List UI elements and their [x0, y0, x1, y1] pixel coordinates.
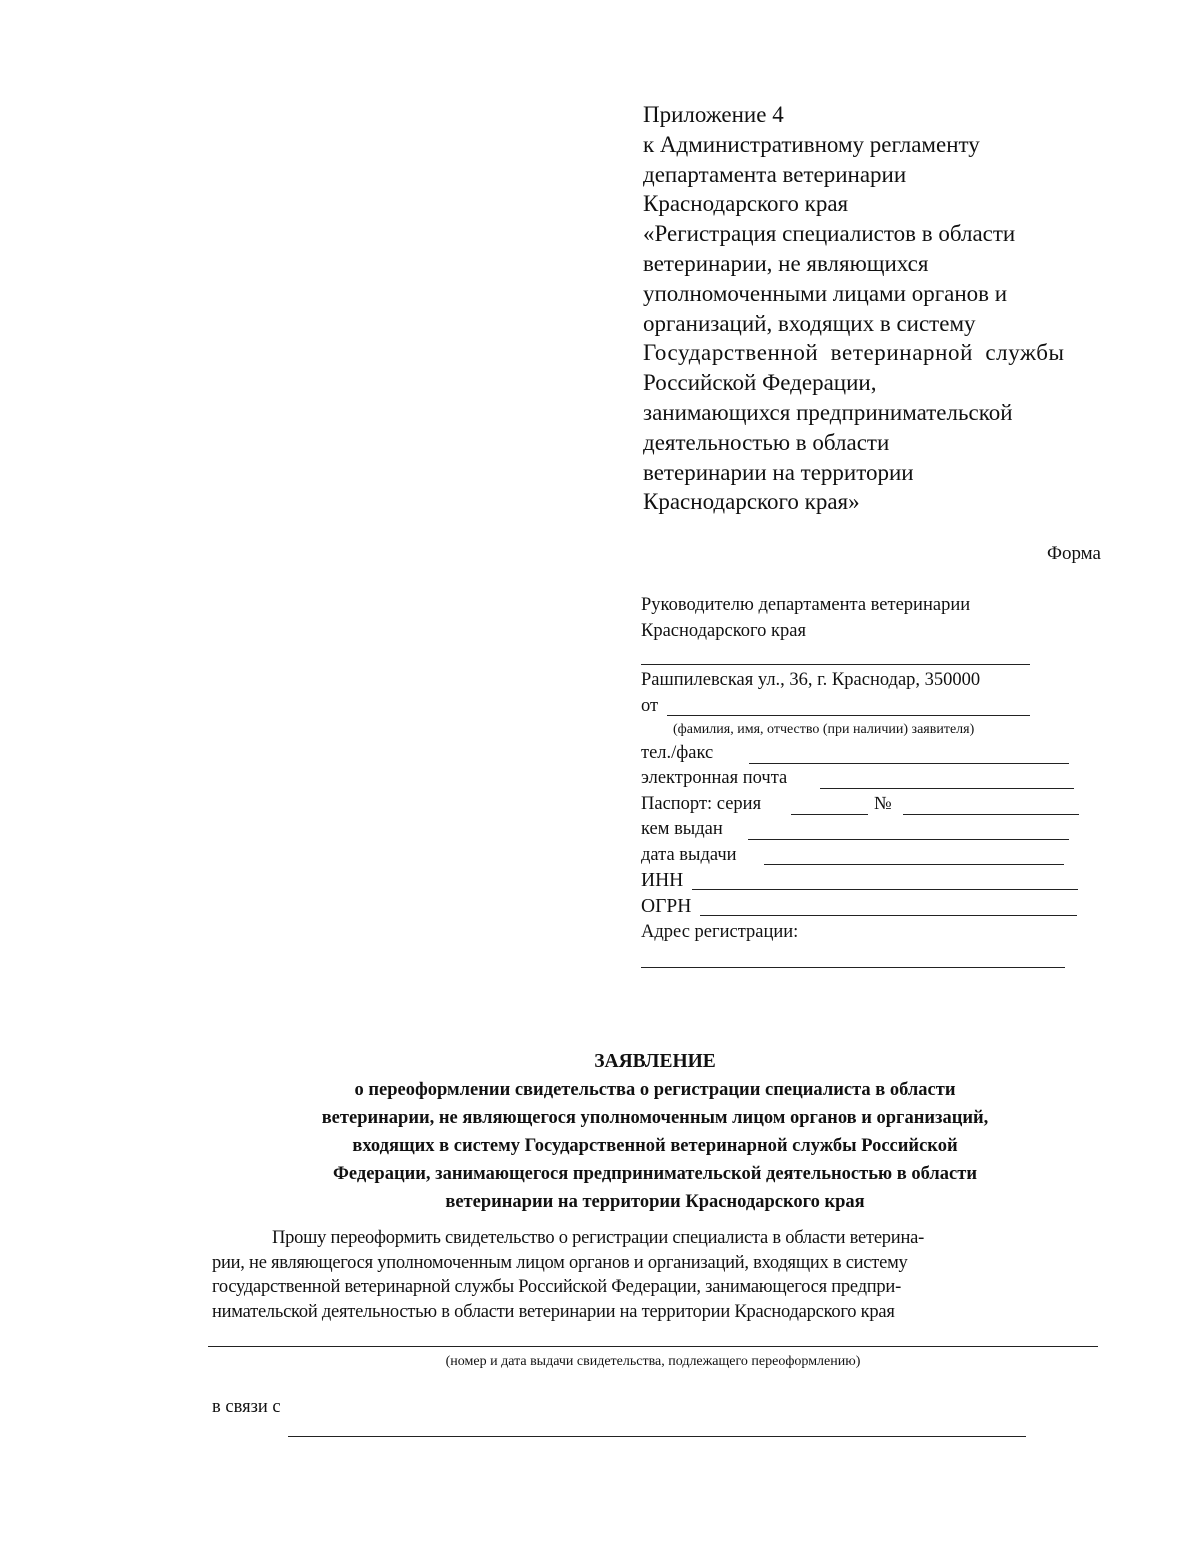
reg-address-label: Адрес регистрации:	[641, 922, 799, 942]
email-field[interactable]	[820, 788, 1074, 789]
appendix-line: занимающихся предпринимательской	[643, 399, 1013, 425]
reg-address-row	[641, 922, 798, 946]
issue-date-label: дата выдачи	[641, 845, 737, 865]
addressee-name-line[interactable]	[641, 664, 1030, 665]
body-line: рии, не являющегося уполномоченным лицом органов и организаций, входящих в систему	[212, 1252, 908, 1273]
phone-row	[641, 743, 713, 767]
inn-label: ИНН	[641, 870, 684, 891]
issued-by-row	[641, 819, 723, 843]
appendix-line: деятельностью в области	[643, 429, 890, 455]
statement-title: ЗАЯВЛЕНИЕ	[594, 1051, 716, 1072]
issue-date-field[interactable]	[764, 864, 1064, 865]
certificate-field[interactable]	[208, 1346, 1098, 1347]
body-line: Прошу переоформить свидетельство о регистрации специалиста в области ветерина-	[272, 1228, 924, 1248]
appendix-line: «Регистрация специалистов в области	[643, 221, 1016, 247]
from-row	[641, 696, 658, 720]
statement-body	[212, 1226, 1100, 1324]
form-label: Форма	[1046, 543, 1101, 564]
appendix-block	[643, 100, 1065, 517]
passport-number-field[interactable]	[903, 814, 1079, 815]
appendix-line: уполномоченными лицами органов и	[643, 280, 1008, 306]
reg-address-field[interactable]	[641, 967, 1065, 968]
appendix-line: Краснодарского края»	[643, 489, 860, 515]
from-label: от	[641, 696, 659, 716]
appendix-line: Краснодарского края	[643, 191, 849, 217]
department-address: Рашпилевская ул., 36, г. Краснодар, 350000	[641, 670, 981, 690]
appendix-line: ветеринарии, не являющихся	[643, 250, 929, 276]
passport-number-label: №	[874, 794, 892, 814]
from-caption: (фамилия, имя, отчество (при наличии) заявителя)	[673, 722, 975, 737]
issue-date-row	[641, 845, 737, 869]
body-line: государственной ветеринарной службы Российской Федерации, занимающегося предпри-	[212, 1277, 901, 1298]
addressee-line: Руководителю департамента ветеринарии	[641, 595, 971, 615]
phone-label: тел./факс	[641, 743, 714, 763]
ogrn-field[interactable]	[700, 915, 1077, 916]
appendix-line: к Административному регламенту	[643, 131, 980, 157]
certificate-caption: (номер и дата выдачи свидетельства, подлежащего переоформлению)	[445, 1354, 861, 1369]
passport-row	[641, 794, 761, 818]
inn-row	[641, 870, 683, 894]
issued-by-field[interactable]	[748, 839, 1069, 840]
ogrn-row	[641, 896, 691, 920]
body-line: нимательской деятельностью в области ветеринарии на территории Краснодарского края	[212, 1301, 895, 1322]
phone-field[interactable]	[749, 763, 1069, 764]
statement-subtitle-line: ветеринарии на территории Краснодарского края	[445, 1192, 865, 1212]
appendix-line: департамента ветеринарии	[643, 161, 907, 187]
appendix-line: Приложение 4	[643, 102, 784, 127]
ogrn-label: ОГРН	[641, 896, 692, 917]
reason-field[interactable]	[288, 1436, 1026, 1437]
addressee-block	[641, 592, 1081, 644]
addressee-line: Краснодарского края	[641, 621, 806, 641]
appendix-line: организаций, входящих в систему	[643, 310, 976, 336]
appendix-line: ветеринарии на территории	[643, 459, 914, 485]
issued-by-label: кем выдан	[641, 819, 723, 839]
inn-field[interactable]	[692, 889, 1078, 890]
from-field[interactable]	[667, 715, 1030, 716]
statement-subtitle-line: входящих в систему Государственной ветеринарной службы Российской	[352, 1136, 958, 1156]
appendix-line: Государственной ветеринарной службы	[643, 340, 1065, 366]
passport-series-label: Паспорт: серия	[641, 794, 762, 814]
statement-subtitle-line: Федерации, занимающегося предпринимательской деятельностью в области	[332, 1164, 978, 1184]
email-row	[641, 768, 787, 792]
passport-series-field[interactable]	[791, 814, 868, 815]
appendix-line: Российской Федерации,	[643, 370, 877, 396]
email-label: электронная почта	[641, 768, 788, 788]
statement-subtitle-line: о переоформлении свидетельства о регистрации специалиста в области	[354, 1080, 956, 1100]
statement-subtitle-line: ветеринарии, не являющегося уполномоченным лицом органов и организаций,	[321, 1108, 989, 1128]
statement-title-block	[200, 1048, 1110, 1216]
reason-label: в связи с	[212, 1397, 281, 1417]
